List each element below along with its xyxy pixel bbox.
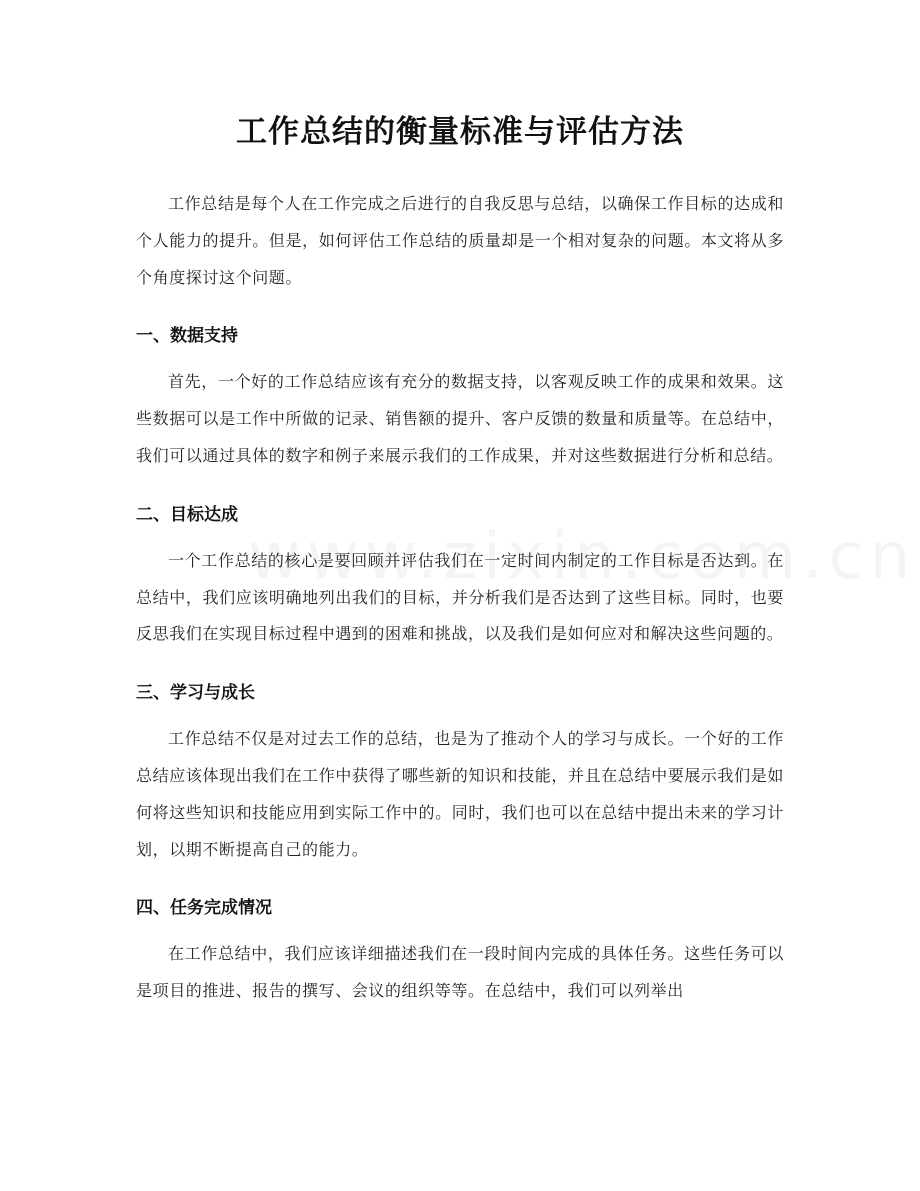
section-paragraph: 工作总结不仅是对过去工作的总结，也是为了推动个人的学习与成长。一个好的工作总结应该体现出我们在工作中获得了哪些新的知识和技能，并且在总结中要展示我们是如何将这些知识和技能应用到实际工作中的。同时，我们也可以在总结中提出未来的学习计划，以期不断提高自己的能力。	[136, 729, 784, 859]
section-heading: 四、任务完成情况	[136, 898, 272, 919]
section-paragraph: 一个工作总结的核心是要回顾并评估我们在一定时间内制定的工作目标是否达到。在总结中，我们应该明确地列出我们的目标，并分析我们是否达到了这些目标。同时，也要反思我们在实现目标过程中遇到的困难和挑战，以及我们是如何应对和解决这些问题的。	[136, 550, 784, 644]
section-heading: 三、学习与成长	[136, 683, 255, 704]
section-paragraph: 首先，一个好的工作总结应该有充分的数据支持，以客观反映工作的成果和效果。这些数据可以是工作中所做的记录、销售额的提升、客户反馈的数量和质量等。在总结中，我们可以通过具体的数字和例子来展示我们的工作成果，并对这些数据进行分析和总结。	[136, 372, 784, 465]
section-learning-growth	[136, 679, 784, 868]
section-heading: 二、目标达成	[136, 504, 238, 525]
section-data-support	[136, 322, 784, 474]
section-heading: 一、数据支持	[136, 326, 238, 347]
document-title: 工作总结的衡量标准与评估方法	[236, 114, 684, 150]
section-task-completion	[136, 894, 784, 1010]
intro-paragraph: 工作总结是每个人在工作完成之后进行的自我反思与总结，以确保工作目标的达成和个人能力的提升。但是，如何评估工作总结的质量却是一个相对复杂的问题。本文将从多个角度探讨这个问题。	[136, 194, 784, 287]
section-goal-achievement	[136, 501, 784, 653]
section-paragraph: 在工作总结中，我们应该详细描述我们在一段时间内完成的具体任务。这些任务可以是项目的推进、报告的撰写、会议的组织等等。在总结中，我们可以列举出	[136, 944, 784, 1001]
